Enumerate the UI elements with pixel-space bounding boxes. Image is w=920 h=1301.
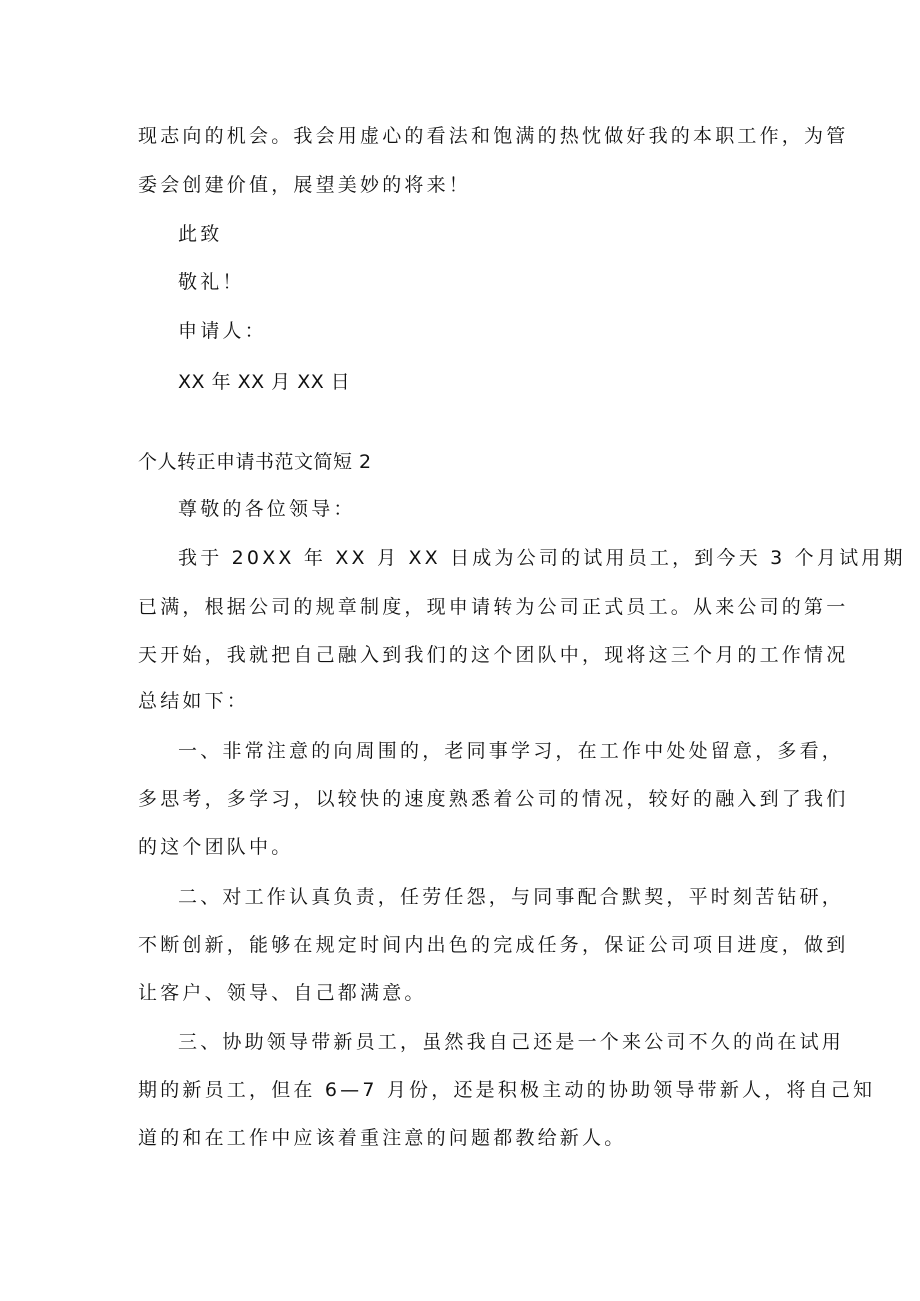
- paragraph-line: 二、对工作认真负责，任劳任怨，与同事配合默契，平时刻苦钻研，: [178, 886, 845, 908]
- closing-line: 此致: [178, 223, 223, 245]
- paragraph-line: 多思考，多学习，以较快的速度熟悉着公司的情况，较好的融入到了我们: [138, 788, 849, 810]
- paragraph-line: 让客户、领导、自己都满意。: [138, 982, 427, 1004]
- closing-line: 敬礼！: [178, 271, 245, 293]
- applicant-label: 申请人：: [178, 320, 267, 342]
- salutation: 尊敬的各位领导：: [178, 498, 356, 520]
- paragraph-line: 已满，根据公司的规章制度，现申请转为公司正式员工。从来公司的第一: [138, 596, 849, 618]
- paragraph-line: 现志向的机会。我会用虚心的看法和饱满的热忱做好我的本职工作，为管: [138, 125, 849, 147]
- paragraph-line: 不断创新，能够在规定时间内出色的完成任务，保证公司项目进度，做到: [138, 934, 849, 956]
- paragraph-line: 一、非常注意的向周围的，老同事学习，在工作中处处留意，多看，: [178, 740, 845, 762]
- date-line: XX 年 XX 月 XX 日: [178, 371, 351, 393]
- paragraph-line: 天开始，我就把自己融入到我们的这个团队中，现将这三个月的工作情况: [138, 644, 849, 666]
- paragraph-line: 三、协助领导带新员工，虽然我自己还是一个来公司不久的尚在试用: [178, 1031, 845, 1053]
- paragraph-line: 道的和在工作中应该着重注意的问题都教给新人。: [138, 1127, 627, 1149]
- section-heading: 个人转正申请书范文简短 2: [138, 451, 372, 473]
- paragraph-line: 委会创建价值，展望美妙的将来！: [138, 174, 472, 196]
- paragraph-line: 的这个团队中。: [138, 836, 294, 858]
- paragraph-line: 我于 20XX 年 XX 月 XX 日成为公司的试用员工，到今天 3 个月试用期: [178, 547, 906, 569]
- paragraph-line: 期的新员工，但在 6—7 月份，还是积极主动的协助领导带新人，将自己知: [138, 1079, 876, 1101]
- paragraph-line: 总结如下：: [138, 690, 250, 712]
